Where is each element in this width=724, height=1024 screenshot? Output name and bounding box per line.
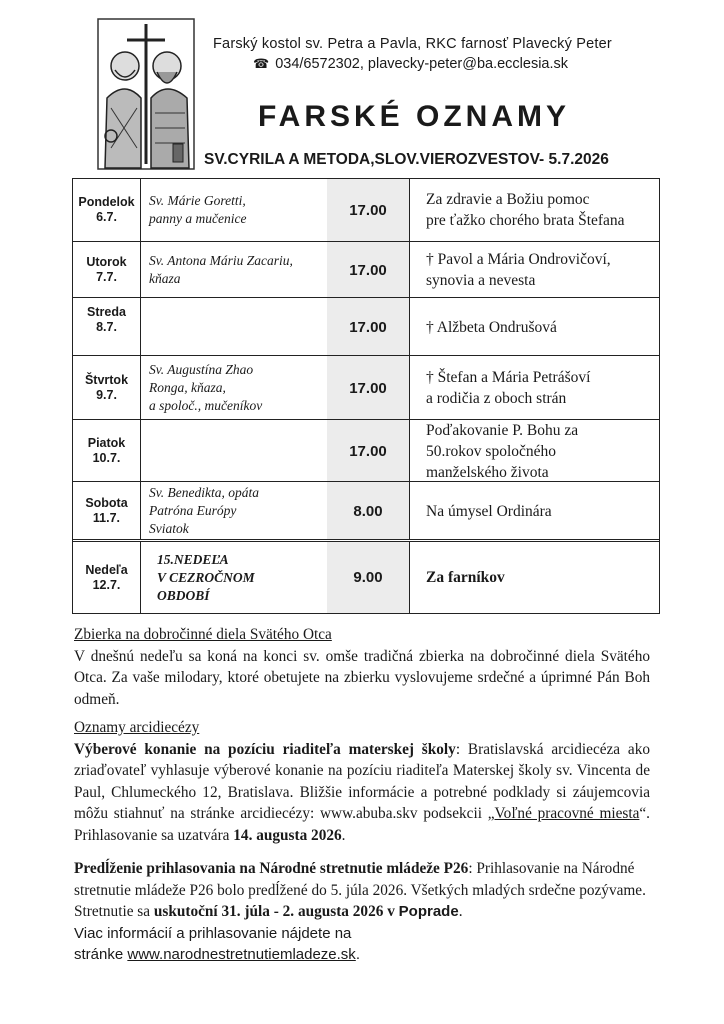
intention-cell: Poďakovanie P. Bohu za 50.rokov spoločného manželského života bbox=[409, 420, 659, 482]
time-cell: 17.00 bbox=[327, 356, 410, 420]
table-row bbox=[73, 241, 659, 298]
day-cell: Streda 8.7. bbox=[73, 298, 141, 356]
page-title: FARSKÉ OZNAMY bbox=[258, 100, 571, 133]
time-cell: 9.00 bbox=[327, 542, 410, 613]
day-cell: Pondelok 6.7. bbox=[73, 179, 141, 241]
day-cell: Piatok 10.7. bbox=[73, 420, 141, 482]
intention-cell: † Štefan a Mária Petrášoví a rodičia z oboch strán bbox=[409, 356, 659, 420]
youth-announcement: Predĺženie prihlasovania na Národné stretnutie mládeže P26: Prihlasovanie na Národné stretnutie mládeže P26 bolo predĺžené do 5. júla 2026. Všetkých mladých srdečne pozývame. Stretnutie sa uskutoční 31. júla - 2. augusta 2026 v Poprade. bbox=[74, 860, 646, 920]
page-subtitle: SV.CYRILA A METODA,SLOV.VIEROZVESTOV- 5.7.2026 bbox=[204, 151, 609, 168]
table-row bbox=[73, 297, 659, 356]
telephone-icon: ☎ bbox=[253, 56, 270, 71]
saint-cell: 15.NEDEĽA V CEZROČNOM OBDOBÍ bbox=[141, 542, 395, 613]
collection-text: V dnešnú nedeľu sa koná na konci sv. omše tradičná zbierka na dobročinné diela Svätého Otca. Za vaše milodary, ktoré obetujete na zbierku vyslovujeme srdečné a úprimné Pán Boh odmeň. bbox=[74, 647, 650, 708]
time-cell: 17.00 bbox=[327, 298, 410, 356]
collection-section bbox=[74, 624, 650, 710]
saint-cell: Sv. Antona Máriu Zacariu, kňaza bbox=[141, 242, 395, 298]
table-row bbox=[73, 419, 659, 482]
table-row bbox=[73, 481, 659, 540]
intention-cell: Na úmysel Ordinára bbox=[409, 482, 659, 540]
contact-text: 034/6572302, plavecky-peter@ba.ecclesia.sk bbox=[275, 56, 569, 72]
archdiocese-section bbox=[74, 717, 650, 846]
time-cell: 8.00 bbox=[327, 482, 410, 540]
youth-info-line: Viac informácií a prihlasovanie nájdete na bbox=[74, 924, 352, 942]
day-cell: Utorok 7.7. bbox=[73, 242, 141, 298]
time-cell: 17.00 bbox=[327, 179, 410, 241]
saint-cell: Sv. Márie Goretti, panny a mučenice bbox=[141, 179, 395, 241]
contact-line bbox=[253, 56, 568, 72]
intention-cell: Za zdravie a Božiu pomoc pre ťažko chorého brata Štefana bbox=[409, 179, 659, 241]
youth-link-line: stránke www.narodnestretnutiemladeze.sk. bbox=[74, 945, 360, 963]
time-cell: 17.00 bbox=[327, 420, 410, 482]
intention-cell: Za farníkov bbox=[409, 542, 659, 613]
saint-cell: Sv. Benedikta, opáta Patróna Európy Sviatok bbox=[141, 482, 395, 540]
collection-heading: Zbierka na dobročinné diela Svätého Otca bbox=[74, 626, 332, 643]
table-row bbox=[73, 355, 659, 420]
youth-link[interactable]: www.narodnestretnutiemladeze.sk bbox=[127, 945, 356, 963]
table-row bbox=[73, 179, 659, 241]
parish-logo bbox=[97, 18, 195, 170]
youth-section bbox=[74, 858, 650, 965]
table-row bbox=[73, 539, 659, 613]
intention-cell: † Pavol a Mária Ondrovičoví, synovia a nevesta bbox=[409, 242, 659, 298]
saints-peter-paul-logo bbox=[97, 18, 195, 170]
time-cell: 17.00 bbox=[327, 242, 410, 298]
day-cell: Sobota 11.7. bbox=[73, 482, 141, 540]
mass-schedule-table bbox=[72, 178, 660, 614]
archdiocese-heading: Oznamy arcidiecézy bbox=[74, 719, 200, 736]
saint-cell: Sv. Augustína Zhao Ronga, kňaza, a spoloč., mučeníkov bbox=[141, 356, 395, 420]
intention-cell: † Alžbeta Ondrušová bbox=[409, 298, 659, 356]
parish-name: Farský kostol sv. Petra a Pavla, RKC farnosť Plavecký Peter bbox=[213, 36, 612, 52]
job-announcement: Výberové konanie na pozíciu riaditeľa materskej školy: Bratislavská arcidiecéza ako zriaďovateľ vyhlasuje výberové konanie na pozíciu riaditeľa Materskej školy sv. Vincenta de Paul, Chlumeckého 12, Bratislava. Bližšie informácie a potrebné podklady si záujemcovia môžu stiahnuť na stránke arcidiecézy: www.abuba.skv podsekcii „Voľné pracovné miesta“. Prihlasovanie sa uzatvára 14. augusta 2026. bbox=[74, 740, 651, 844]
job-link[interactable]: Voľné pracovné miesta bbox=[494, 805, 640, 822]
day-cell: Štvrtok 9.7. bbox=[73, 356, 141, 420]
day-cell: Nedeľa 12.7. bbox=[73, 542, 141, 613]
